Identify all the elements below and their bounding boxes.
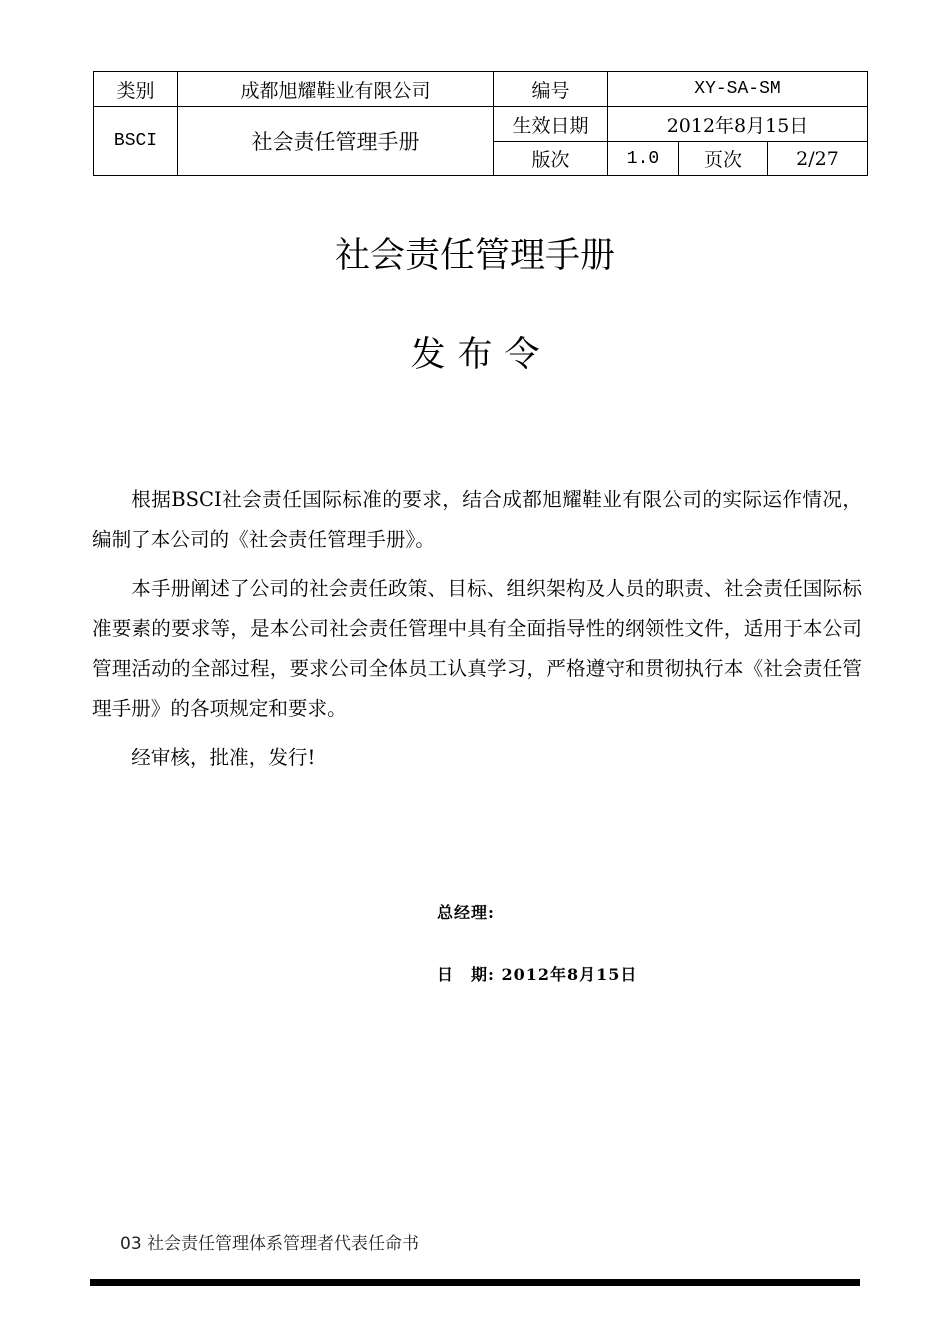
- footer-rule: [90, 1279, 860, 1286]
- paragraph: 经审核，批准，发行!: [131, 746, 316, 769]
- body-text: [92, 480, 862, 787]
- document-number: XY-SA-SM: [608, 72, 868, 107]
- date-value: 2012年8月15日: [501, 965, 638, 984]
- effective-date-label: 生效日期: [494, 107, 608, 142]
- signature-date: [437, 962, 637, 985]
- category-label: 类别: [94, 72, 178, 107]
- version-label: 版次: [494, 142, 608, 176]
- general-manager-label: 总经理:: [437, 903, 495, 922]
- company-name: 成都旭耀鞋业有限公司: [178, 72, 494, 107]
- document-name: 社会责任管理手册: [178, 107, 494, 176]
- footer-note: 03 社会责任管理体系管理者代表任命书: [120, 1234, 420, 1254]
- number-label: 编号: [494, 72, 608, 107]
- page-title: 社会责任管理手册: [334, 236, 615, 276]
- date-label: 日 期:: [437, 965, 495, 984]
- document-header-table: [93, 71, 868, 176]
- page-subtitle: 发布令: [410, 335, 552, 375]
- paragraph: 根据BSCI社会责任国际标准的要求，结合成都旭耀鞋业有限公司的实际运作情况，编制了本公司的《社会责任管理手册》。: [92, 488, 862, 551]
- effective-date-value: 2012年8月15日: [608, 107, 868, 142]
- version-value: 1.0: [608, 142, 679, 176]
- paragraph: 本手册阐述了公司的社会责任政策、目标、组织架构及人员的职责、社会责任国际标准要素的要求等，是本公司社会责任管理中具有全面指导性的纲领性文件，适用于本公司管理活动的全部过程，要求公司全体员工认真学习，严格遵守和贯彻执行本《社会责任管理手册》的各项规定和要求。: [92, 577, 862, 720]
- page-label: 页次: [679, 142, 768, 176]
- category-value: BSCI: [94, 107, 178, 176]
- page-value: 2/27: [768, 142, 868, 176]
